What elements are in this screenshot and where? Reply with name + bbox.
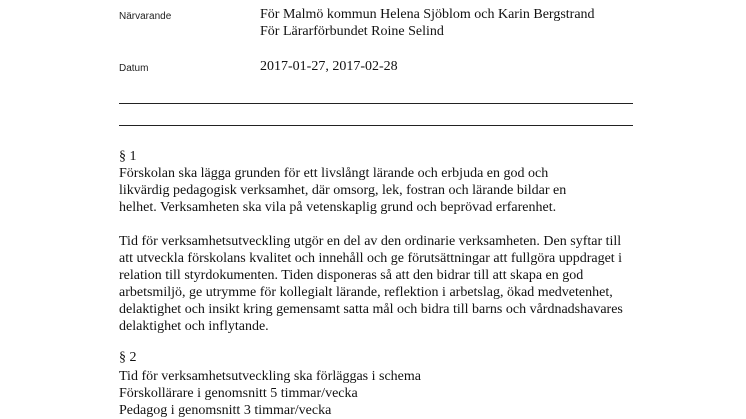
section-mark-1: § 1 (119, 149, 137, 164)
present-line-2: För Lärarförbundet Roine Selind (260, 24, 444, 39)
text-line: helhet. Verksamheten ska vila på vetenskaplig grund och beprövad erfarenhet. (119, 200, 557, 215)
text-line: att utveckla förskolans kvalitet och innehåll och ge förutsättningar att fullgöra uppdraget i (119, 251, 623, 266)
date-label: Datum (119, 63, 149, 74)
text-line: Tid för verksamhetsutveckling ska förläggas i schema (119, 369, 421, 384)
text-line: Tid för verksamhetsutveckling utgör en del av den ordinarie verksamheten. Den syftar till (119, 234, 622, 249)
text-line: delaktighet och insikt kring gemensamt satta mål och bidra till barns och vårdnadshavares (119, 302, 623, 317)
divider-line-1 (119, 103, 633, 104)
text-line: Pedagog i genomsnitt 3 timmar/vecka (119, 403, 332, 418)
text-line: likvärdig pedagogisk verksamhet, där omsorg, lek, fostran och lärande bildar en (119, 183, 567, 198)
text-line: arbetsmiljö, ge utrymme för kollegialt lärande, reflektion i arbetslag, ökad medvetenhet, (119, 285, 613, 300)
section-1-paragraph-1 (119, 165, 649, 216)
present-line-1: För Malmö kommun Helena Sjöblom och Karin Bergstrand (260, 7, 595, 22)
date-value: 2017-01-27, 2017-02-28 (260, 59, 398, 74)
present-label: Närvarande (119, 11, 172, 22)
text-line: relation till styrdokumenten. Tiden disponeras så att den bidrar till att skapa en god (119, 268, 584, 283)
section-1-paragraph-2 (119, 233, 649, 335)
text-line: delaktighet och inflytande. (119, 319, 269, 334)
divider-line-2 (119, 125, 633, 126)
text-line: Förskolan ska lägga grunden för ett livslångt lärande och erbjuda en god och (119, 166, 549, 181)
section-2-paragraph-1 (119, 368, 649, 419)
text-line: Förskollärare i genomsnitt 5 timmar/vecka (119, 386, 358, 401)
section-mark-2: § 2 (119, 350, 137, 365)
